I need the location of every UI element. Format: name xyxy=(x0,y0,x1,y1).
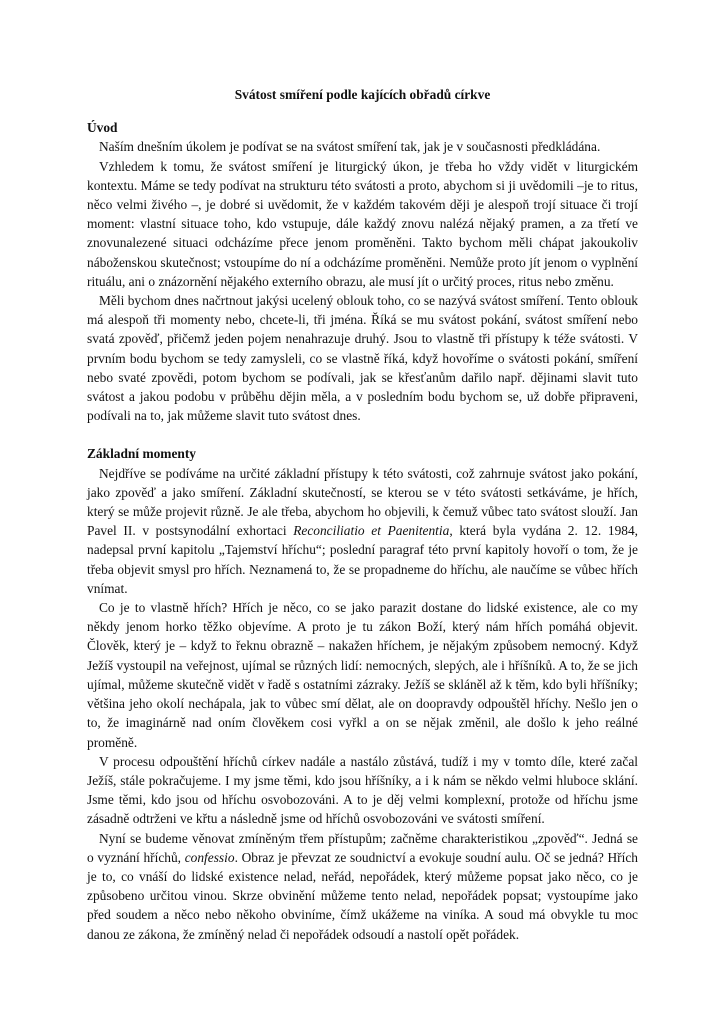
document-body xyxy=(87,118,638,944)
section xyxy=(87,118,638,425)
italic-text: confessio xyxy=(184,849,235,865)
text-run: Nejdříve se podíváme na určité základní přístupy k této svátosti, což zahrnuje svátost jako pokání, jako zpověď a jako smíření. Základní skutečností, se kterou se v této svátosti setkáváme, je hřích, který se může projevit různě. Je ale třeba, abychom ho objevili, k čemuž vůbec tato svátost slouží. Jan Pavel II. v postsynodální exhortaci xyxy=(87,465,638,539)
document-title: Svátost smíření podle kajících obřadů církve xyxy=(234,87,491,102)
document-page xyxy=(87,85,638,944)
text-run: Co je to vlastně hřích? Hřích je něco, co se jako parazit dostane do lidské existence, ale co my někdy jenom horko těžko objevíme. A proto je tu zákon Boží, který nám hřích pomáhá objevit. Člověk, který je – když to řeknu obrazně – nakažen hříchem, je nějakým způsobem nemocný. Když Ježíš vystoupil na veřejnost, ujímal se různých lidí: nemocných, slepých, ale i hříšníků. A to, že se jich ujímal, můžeme skutečně vidět v řadě s ostatními zázraky. Ježíš se skláněl až k těm, kdo byli hříšníky; většina jeho okolí nechápala, jak to vůbec smí dělat, ale on doopravdy odpouštěl hříchy. Nešlo jen o to, že imaginárně nad oním člověkem cosi vyřkl a on se nějak změnil, ale došlo k jeho reálné proměně. xyxy=(87,600,638,750)
italic-text: Reconciliatio et Paenitentia xyxy=(293,523,450,539)
paragraph xyxy=(87,291,638,425)
text-run: Měli bychom dnes načrtnout jakýsi ucelený oblouk toho, co se nazývá svátost smíření. Tento oblouk má alespoň tři momenty nebo, chcete-li, tři jména. Říká se mu svátost pokání, svátost smíření nebo svatá zpověď, přičemž jeden pojem nenahrazuje druhý. Jsou to vlastně tři přístupy k téže svátosti. V prvním bodu bychom se tedy zamysleli, co se vlastně říká, když hovoříme o svátosti pokání, smíření nebo svaté zpovědi, potom bychom se podívali, jak se křesťanům dařilo např. dějinami slavit tuto svátost a jakou podobu v průběhu dějin měla, a v posledním bodu bychom se, už dobře připraveni, podívali na to, jak můžeme slavit tuto svátost dnes. xyxy=(87,293,638,424)
text-run: Naším dnešním úkolem je podívat se na svátost smíření tak, jak je v současnosti předkládána. xyxy=(99,139,601,155)
paragraph xyxy=(87,137,638,156)
paragraph xyxy=(87,752,638,829)
text-run: Nyní se budeme věnovat zmíněným třem přístupům; začněme charakteristikou „zpověď“. Jedná se o vyznání hříchů, xyxy=(87,830,638,865)
paragraph xyxy=(87,598,638,752)
paragraph xyxy=(87,829,638,944)
text-run: V procesu odpouštění hříchů církev nadále a nastálo zůstává, tudíž i my v tomto díle, které začal Ježíš, stále pokračujeme. I my jsme těmi, kdo jsou hříšníky, a i k nám se někdo velmi hluboce sklání. Jsme těmi, kdo jsou od hříchu osvobozováni. A to je děj velmi komplexní, protože od hříchu jsme zásadně odtrženi ve křtu a následně jsme od hříchů osvobozováni ve svátosti smíření. xyxy=(87,753,638,827)
paragraph xyxy=(87,464,638,598)
section xyxy=(87,444,638,943)
section-heading: Úvod xyxy=(87,120,118,136)
text-run: Vzhledem k tomu, že svátost smíření je liturgický úkon, je třeba ho vždy vidět v liturgickém kontextu. Máme se tedy podívat na strukturu této svátosti a proto, abychom si ji uvědomili –je to ritus, něco velmi živého –, je dobré si uvědomit, že v každém takovém ději je alespoň trojí situace či trojí moment: vlastní situace toho, kdo vstupuje, dále každý znovu nalézá nějaký pramen, a za třetí ve znovunalezené situaci odcházíme přece jenom proměněni. Takto bychom měli chápat jakoukoliv náboženskou skutečnost; vstoupíme do ní a odcházíme proměněni. Nemůže proto jít jenom o vyplnění rituálu, ani o znázornění nějakého externího obrazu, ale musí jít o určitý proces, ritus nebo změnu. xyxy=(87,158,638,289)
text-run: . Obraz je převzat ze soudnictví a evokuje soudní aulu. Oč se jedná? Hřích je to, co vnáší do lidské existence nelad, neřád, nepořádek, který můžeme popsat jako něco, co je způsobeno určitou vinou. Skrze obvinění můžeme tento nelad, nepořádek popsat; vystoupíme jako před soudem a něco nebo někoho obviníme, čímž ukážeme na viníka. A soud má obvykle tu moc danou ze zákona, že zmíněný nelad či nepořádek odsoudí a nastolí opět pořádek. xyxy=(87,849,638,942)
text-run: , která byla vydána 2. 12. 1984, nadepsal první kapitolu „Tajemství hříchu“; poslední paragraf této první kapitoly hovoří o tom, že je třeba objevit smysl pro hřích. Neznamená to, že se propadneme do hříchu, ale naučíme se vůbec hřích vnímat. xyxy=(87,523,639,596)
paragraph xyxy=(87,157,638,291)
section-heading: Základní momenty xyxy=(87,446,197,462)
